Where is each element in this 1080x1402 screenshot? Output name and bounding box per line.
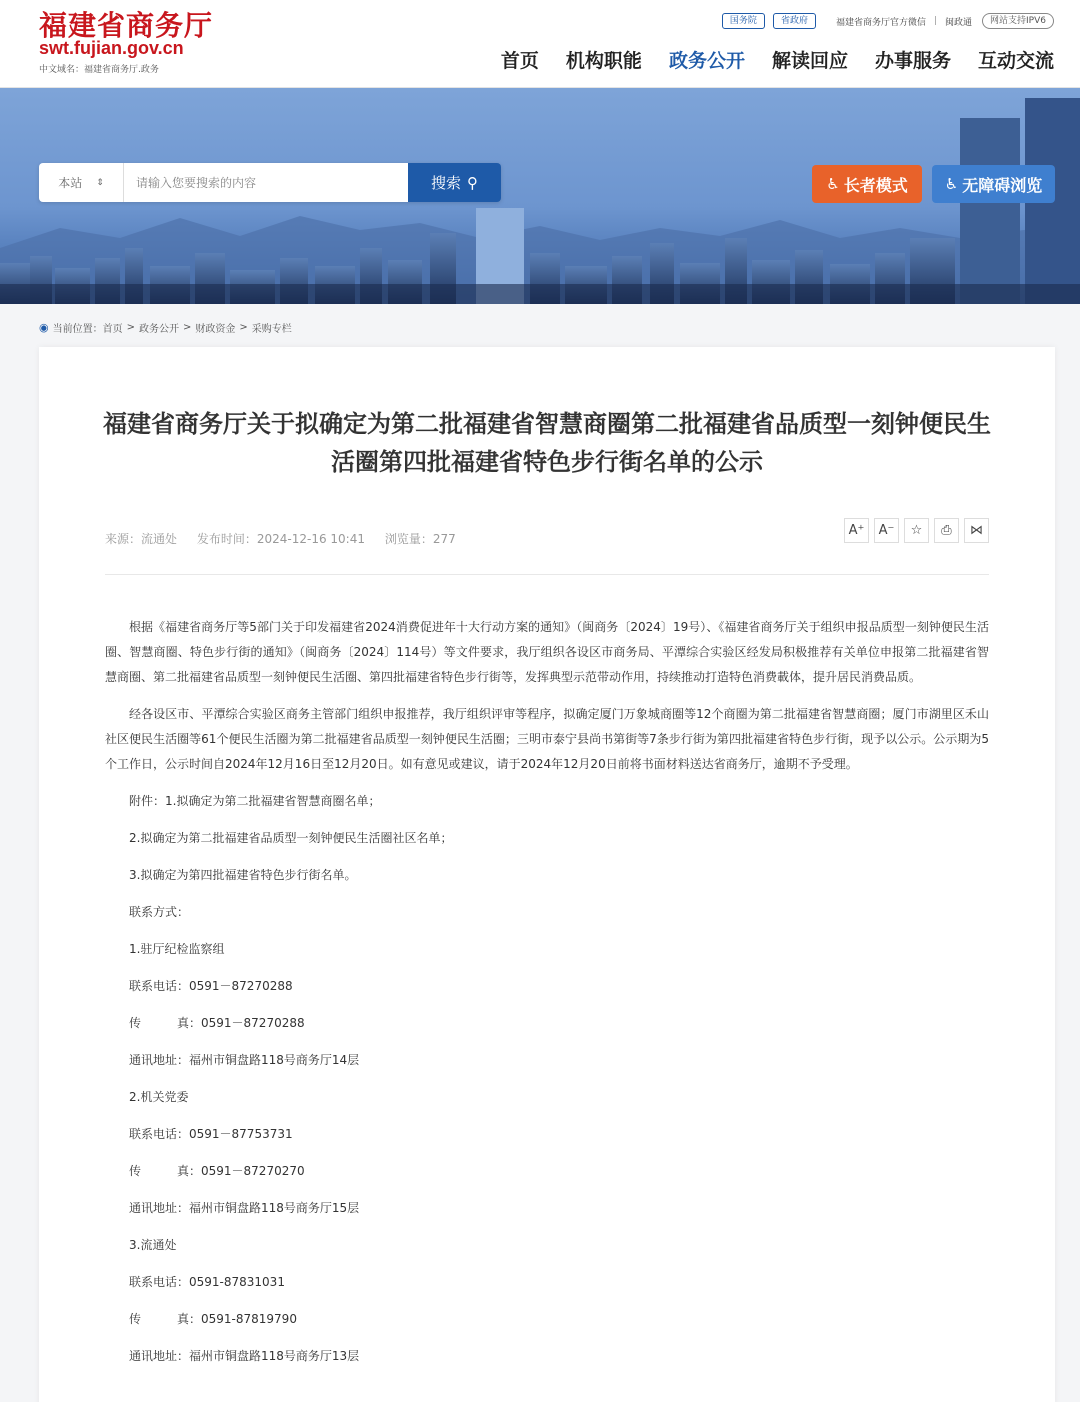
wheelchair-icon: ♿ [944,175,959,193]
contact-fax: 传 真：0591-87819790 [129,1312,297,1326]
contact-address: 通讯地址：福州市铜盘路118号商务厅13层 [129,1349,360,1363]
breadcrumb [39,320,292,335]
accessible-browse-button[interactable] [932,165,1055,203]
site-domain[interactable]: swt.fujian.gov.cn [39,38,184,58]
elder-icon: ♿ [826,175,840,193]
nav-interpretation[interactable]: 解读回应 [771,50,848,72]
search-icon: ⚲ [467,173,478,192]
city-banner [0,88,1080,304]
article-title: 福建省商务厅关于拟确定为第二批福建省智慧商圈第二批福建省品质型一刻钟便民生活圈第四批福建省特色步行街名单的公示 [103,410,991,476]
contact-address: 通讯地址：福州市铜盘路118号商务厅15层 [129,1201,360,1215]
favorite-icon[interactable]: ☆ [904,518,929,543]
article-body [105,615,989,1381]
contact-dept: 3.流通处 [129,1238,177,1252]
breadcrumb-finance[interactable]: 财政资金 [195,324,236,335]
meta-divider [105,574,989,575]
print-icon[interactable]: ⎙ [934,518,959,543]
breadcrumb-gov-affairs[interactable]: 政务公开 [139,324,179,335]
contact-phone: 联系电话：0591－87753731 [129,1127,293,1141]
nav-organization[interactable]: 机构职能 [565,50,642,72]
minzhengtong-link[interactable]: 闽政通 [945,17,973,28]
font-increase-icon[interactable]: A⁺ [844,518,869,543]
nav-interaction[interactable]: 互动交流 [977,50,1054,72]
contact-fax: 传 真：0591－87270288 [129,1016,305,1030]
breadcrumb-home[interactable]: 首页 [102,324,123,335]
contact-fax: 传 真：0591－87270270 [129,1164,305,1178]
attachment-line[interactable]: 3.拟确定为第四批福建省特色步行街名单。 [129,868,357,882]
attachment-line[interactable]: 附件：1.拟确定为第二批福建省智慧商圈名单； [129,794,381,808]
article-publish-time: 发布时间：2024-12-16 10:41 [196,532,365,546]
breadcrumb-separator: > [126,322,135,333]
contact-dept: 2.机关党委 [129,1090,189,1104]
contact-phone: 联系电话：0591-87831031 [129,1275,285,1289]
breadcrumb-separator: > [239,322,248,333]
article-meta [105,530,472,547]
breadcrumb-separator: > [183,322,192,333]
article-views: 浏览量：277 [384,532,456,546]
accessible-browse-label: 无障碍浏览 [962,175,1043,195]
contact-heading: 联系方式： [129,905,190,919]
attachment-line[interactable]: 2.拟确定为第二批福建省品质型一刻钟便民生活圈社区名单； [129,831,453,845]
site-header [0,0,1080,88]
search-button[interactable] [408,163,501,202]
body-paragraph: 根据《福建省商务厅等5部门关于印发福建省2024消费促进年十大行动方案的通知》（闽商务〔2024〕19号）、《福建省商务厅关于组织申报品质型一刻钟便民生活圈、智慧商圈、特色步行街的通知》（闽商务〔2024〕114号）等文件要求，我厅组织各设区市商务局、平潭综合实验区经发局积极推荐有关单位申报第二批福建省智慧商圈、第二批福建省品质型一刻钟便民生活圈、第四批福建省特色步行街等，发挥典型示范带动作用，持续推动打造特色消费載体，提升居民消费品质。 [105,620,989,684]
contact-phone: 联系电话：0591－87270288 [129,979,293,993]
article-card [39,347,1055,1402]
search-box [39,163,501,202]
contact-dept: 1.驻厅纪检监察组 [129,942,225,956]
breadcrumb-procurement[interactable]: 采购专栏 [251,324,292,335]
provincial-gov-link[interactable]: 省政府 [773,13,816,29]
search-button-label: 搜索 [430,174,461,192]
location-pin-icon: ◉ [39,321,49,334]
nav-gov-affairs[interactable]: 政务公开 [668,50,745,72]
site-cn-domain: 中文域名：福建省商务厅.政务 [39,65,159,75]
elder-mode-label: 长者模式 [843,175,908,195]
top-links-bar [722,12,1054,30]
breadcrumb-label: 当前位置： [52,324,103,335]
wechat-link[interactable]: 福建省商务厅官方微信 [835,17,926,28]
select-arrow-icon: ⇕ [96,177,104,188]
guowuyuan-link[interactable]: 国务院 [722,13,765,29]
article-tools [839,518,989,543]
main-nav [474,46,1054,73]
search-input[interactable] [124,163,408,202]
nav-services[interactable]: 办事服务 [874,50,951,72]
search-scope-select[interactable] [39,163,124,202]
share-icon[interactable]: ⋈ [964,518,989,543]
contact-address: 通讯地址：福州市铜盘路118号商务厅14层 [129,1053,360,1067]
top-links-separator: | [933,16,938,26]
search-scope-label: 本站 [58,176,83,190]
site-logo-title[interactable]: 福建省商务厅 [39,9,214,42]
body-paragraph: 经各设区市、平潭综合实验区商务主管部门组织申报推荐，我厅组织评审等程序，拟确定厦门万象城商圈等12个商圈为第二批福建省智慧商圈；厦门市湖里区禾山社区便民生活圈等61个便民生活圈为第二批福建省品质型一刻钟便民生活圈；三明市泰宁县尚书第街等7条步行街为第四批福建省特色步行街，现予以公示。公示期为5个工作日，公示时间自2024年12月16日至12月20日。如有意见或建议，请于2024年12月20日前将书面材料送达省商务厅，逾期不予受理。 [105,707,989,771]
font-decrease-icon[interactable]: A⁻ [874,518,899,543]
nav-home[interactable]: 首页 [500,50,539,72]
article-source: 来源：流通处 [105,532,178,546]
ipv6-badge: 网站支持IPV6 [982,13,1054,29]
elder-mode-button[interactable] [812,165,922,203]
